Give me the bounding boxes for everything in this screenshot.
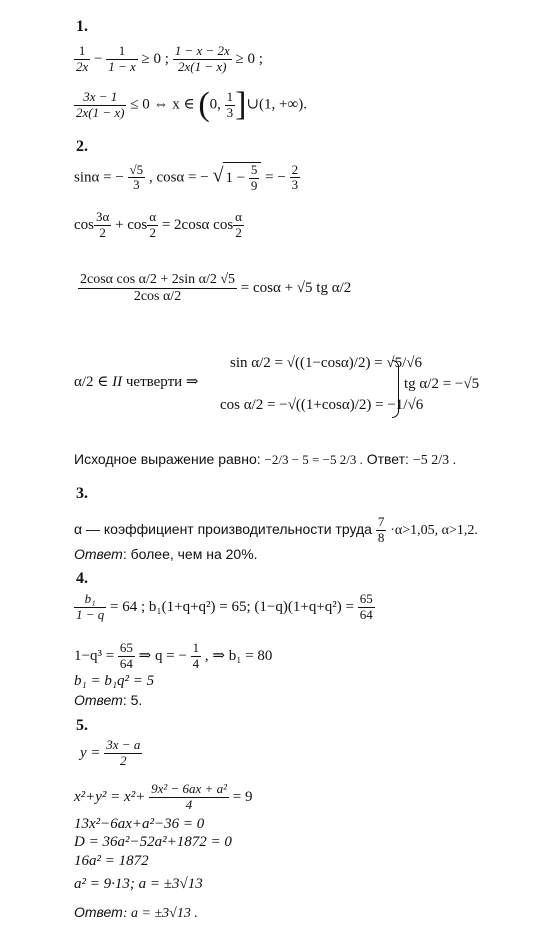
problem-number-5: 5.	[76, 717, 88, 734]
p4-answer: Ответ: 5.	[74, 692, 143, 708]
p2-line-1: sinα = − $\frac{√5}{3}$ , cosα = − √ 1 − $\frac{5}{9}$ = − $\frac{2}{3}$	[74, 161, 299, 193]
p2-half-cos: cos α/2 = −√((1+cosα)/2) = −1/√6	[220, 397, 424, 413]
p5-line-4: D = 36a²−52a²+1872 = 0	[74, 834, 232, 850]
p2-half-sin: sin α/2 = √((1−cosα)/2) = √5/√6	[230, 355, 423, 371]
p4-line-3: b₁ = b₁q² = 5	[74, 673, 155, 689]
p5-answer: Ответ: a = ±3√13 .	[74, 904, 198, 921]
p4-line-2: 1−q³ = $\frac{65}{64}$ ⇒ q = − $\frac{1}{4}$ , ⇒ b₁ = 80	[74, 640, 273, 671]
p4-line-1: $\frac{\text{b₁}}{1 - q}$ = 64 ; b₁(1+q+q²) = 65; (1−q)(1+q+q²) = $\frac{65}{64}$	[76, 591, 373, 622]
p5-line-3: 13x²−6ax+a²−36 = 0	[74, 816, 205, 832]
p2-answer-line: Исходное выражение равно: −2/3 − 5 = −5 2/3 . Ответ: −5 2/3 .	[74, 451, 457, 468]
p5-line-6: a² = 9·13; a = ±3√13	[74, 876, 203, 892]
p2-system-brace	[392, 360, 399, 418]
p1-fraction-2: $\frac{1}{1 - x}$	[108, 43, 136, 74]
p2-big-fraction: $\frac{\text{2cosα cos α/2 + 2sin α/2 √5}}{\text{2cos α/2}}$ = cosα + √5 tg α/2	[80, 272, 352, 305]
p3-answer: Ответ: более, чем на 20%.	[74, 546, 258, 562]
p5-line-2: x²+y² = x²+ $\frac{\text{9x² − 6ax + a²}}{4}$ = 9	[74, 781, 253, 812]
p5-line-1: y = $\frac{3x - a}{2}$	[80, 737, 141, 768]
p1-fraction-1: $\frac{1}{2x}$	[76, 43, 89, 74]
p2-line-2: cos $\frac{3\alpha}{2}$ + cos $\frac{\alpha}{2}$ = 2cosα cos $\frac{\alpha}{2}$	[74, 209, 242, 240]
p2-tg-result: tg α/2 = −√5	[404, 376, 480, 392]
p3-line-1: α — коэффициент производительности труда $\frac{7}{8}$ ·α>1,05, α>1,2.	[74, 514, 478, 545]
p1-fraction-4: $\frac{3x - 1}{2x(1 - x)}$	[76, 88, 125, 120]
problem-number-4: 4.	[76, 570, 88, 587]
p5-line-5: 16a² = 1872	[74, 853, 149, 869]
p2-quarter: α/2 ∈ II четверти ⇒	[74, 374, 199, 390]
p1-line-1: $\frac{1}{2x}$ − $\frac{1}{1 - x}$ ≥ 0 ; $\frac{1 - x - 2x}{2x(1 - x)}$ ≥ 0 ;	[76, 43, 263, 74]
p1-line-2: $\frac{3x - 1}{2x(1 - x)}$ ≤ 0 ⇔ x ∈ (0, $\frac{1}{3}$ ]∪(1, +∞).	[76, 86, 307, 123]
problem-number-3: 3.	[76, 485, 88, 502]
p1-fraction-3: $\frac{1 - x - 2x}{2x(1 - x)}$	[174, 43, 230, 74]
p1-interval-fraction: $\frac{1}{3}$	[226, 88, 234, 120]
problem-number-2: 2.	[76, 138, 88, 155]
problem-number-1: 1.	[76, 18, 88, 35]
